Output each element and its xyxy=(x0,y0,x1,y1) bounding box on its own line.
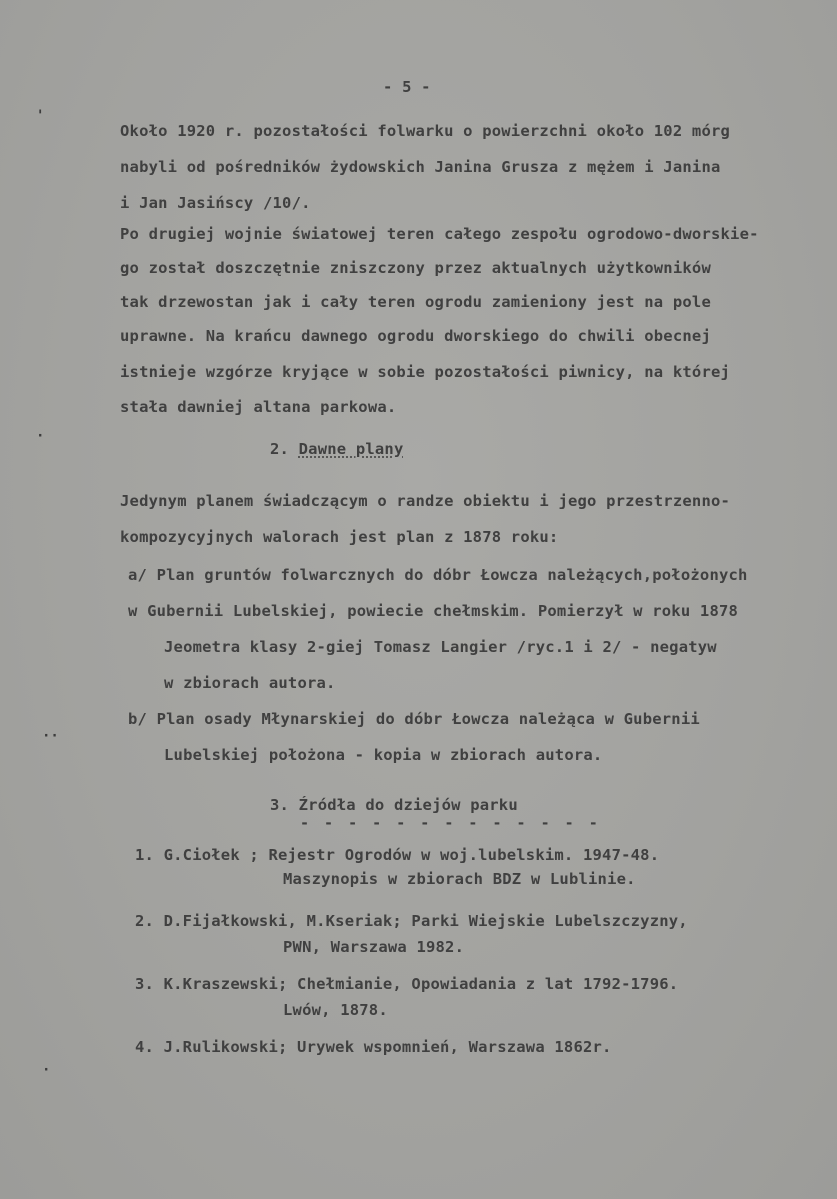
paragraph-2-line: go został doszczętnie zniszczony przez aktualnych użytkowników xyxy=(120,259,711,277)
paragraph-2-line: uprawne. Na krańcu dawnego ogrodu dworskiego do chwili obecnej xyxy=(120,327,711,345)
paragraph-3-line: Jedynym planem świadczącym o randze obiektu i jego przestrzenno- xyxy=(120,492,731,510)
section-3-title: Źródła do dziejów parku xyxy=(298,796,518,814)
section-3-heading xyxy=(270,796,518,814)
margin-mark: ·· xyxy=(42,728,59,744)
list-item-b-line: Lubelskiej położona - kopia w zbiorach autora. xyxy=(164,746,603,764)
page-number: - 5 - xyxy=(383,78,431,96)
paragraph-3-line: kompozycyjnych walorach jest plan z 1878 roku: xyxy=(120,528,559,546)
source-1-line: Maszynopis w zbiorach BDZ w Lublinie. xyxy=(283,870,636,888)
source-3-line: 3. K.Kraszewski; Chełmianie, Opowiadania z lat 1792-1796. xyxy=(135,975,679,993)
section-2-number: 2. xyxy=(270,440,290,458)
margin-mark: · xyxy=(36,428,45,444)
list-item-a-line: w Gubernii Lubelskiej, powiecie chełmskim. Pomierzył w roku 1878 xyxy=(128,602,739,620)
source-2-line: 2. D.Fijałkowski, M.Kseriak; Parki Wiejskie Lubelszczyzny, xyxy=(135,912,688,930)
section-2-heading xyxy=(270,440,403,458)
paragraph-2-line: Po drugiej wojnie światowej teren całego zespołu ogrodowo-dworskie- xyxy=(120,225,759,243)
paragraph-1-line: i Jan Jasińscy /10/. xyxy=(120,194,311,212)
list-item-a-line: a/ Plan gruntów folwarcznych do dóbr Łowcza należących,położonych xyxy=(128,566,748,584)
paragraph-2-line: stała dawniej altana parkowa. xyxy=(120,398,397,416)
section-3-underline: - - - - - - - - - - - - - xyxy=(300,814,601,832)
source-4-line: 4. J.Rulikowski; Urywek wspomnień, Warszawa 1862r. xyxy=(135,1038,612,1056)
margin-mark: · xyxy=(42,1062,51,1078)
list-item-b-line: b/ Plan osady Młynarskiej do dóbr Łowcza należąca w Gubernii xyxy=(128,710,700,728)
source-1-line: 1. G.Ciołek ; Rejestr Ogrodów w woj.lubelskim. 1947-48. xyxy=(135,846,660,864)
section-3-number: 3. xyxy=(270,796,290,814)
source-2-line: PWN, Warszawa 1982. xyxy=(283,938,465,956)
paragraph-1-line: Około 1920 r. pozostałości folwarku o powierzchni około 102 mórg xyxy=(120,122,731,140)
source-3-line: Lwów, 1878. xyxy=(283,1001,388,1019)
section-2-title: Dawne plany xyxy=(298,440,404,458)
paragraph-2-line: tak drzewostan jak i cały teren ogrodu zamieniony jest na pole xyxy=(120,293,711,311)
margin-mark: ' xyxy=(36,108,45,124)
paragraph-2-line: istnieje wzgórze kryjące w sobie pozostałości piwnicy, na której xyxy=(120,363,731,381)
list-item-a-line: w zbiorach autora. xyxy=(164,674,336,692)
paragraph-1-line: nabyli od pośredników żydowskich Janina Grusza z mężem i Janina xyxy=(120,158,721,176)
list-item-a-line: Jeometra klasy 2-giej Tomasz Langier /ryc.1 i 2/ - negatyw xyxy=(164,638,717,656)
